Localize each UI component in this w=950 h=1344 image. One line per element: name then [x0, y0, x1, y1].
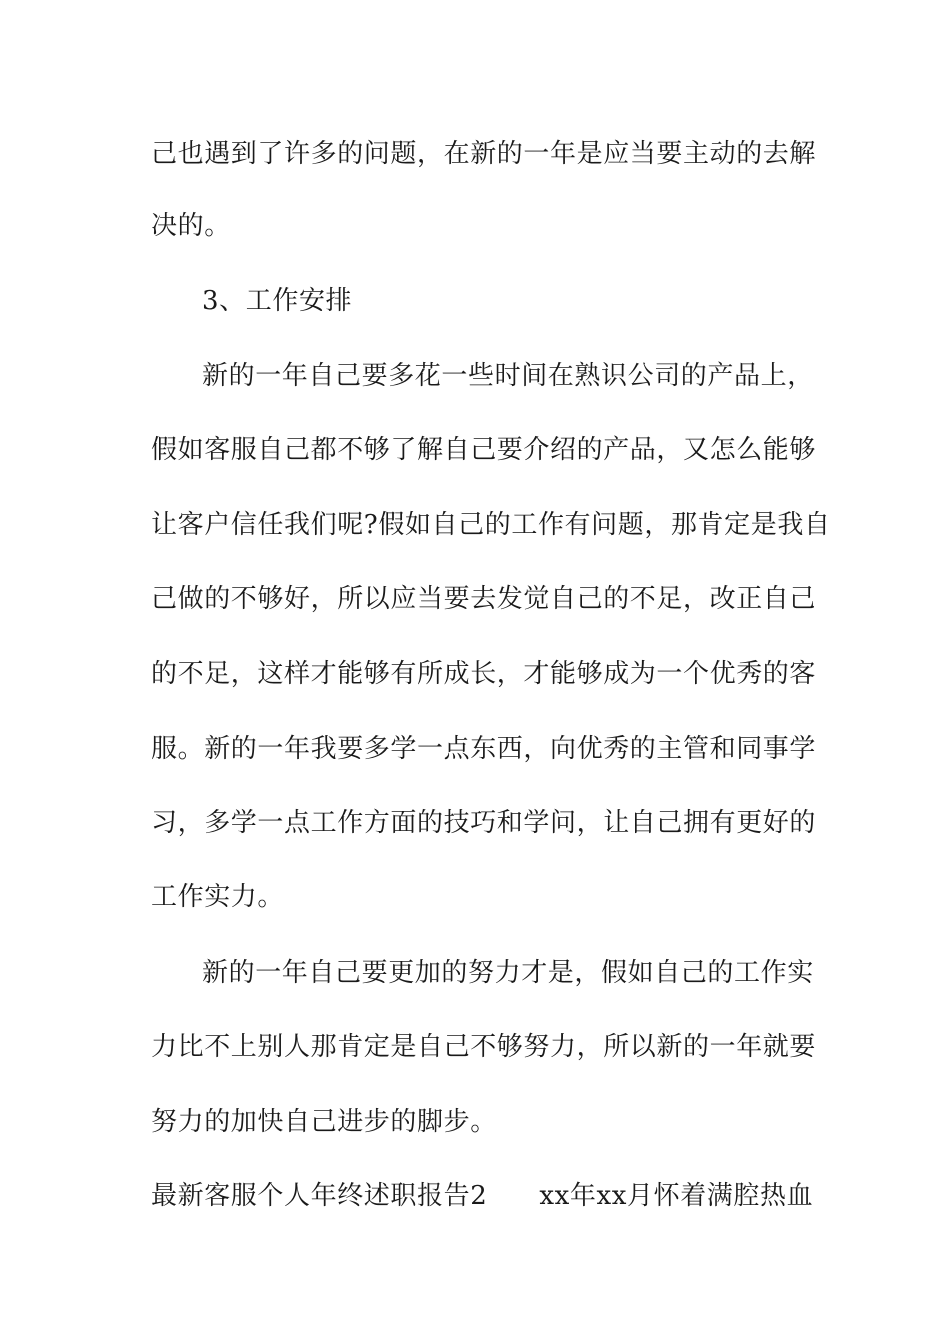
paragraph-3-line-1: 新的一年自己要更加的努力才是，假如自己的工作实: [202, 958, 814, 988]
paragraph-2-line-1: 新的一年自己要多花一些时间在熟识公司的产品上，: [202, 361, 814, 391]
paragraph-3-line-3: 努力的加快自己进步的脚步。: [151, 1107, 497, 1137]
next-report-title: 最新客服个人年终述职报告2: [151, 1181, 488, 1211]
paragraph-2-line-8: 工作实力。: [151, 882, 285, 912]
paragraph-2-line-7: 习，多学一点工作方面的技巧和学问，让自己拥有更好的: [151, 808, 817, 838]
section-heading: 3、工作安排: [202, 286, 353, 316]
paragraph-1-line-2: 决的。: [151, 211, 231, 241]
paragraph-1-line-1: 己也遇到了许多的问题，在新的一年是应当要主动的去解: [151, 139, 817, 169]
next-report-heading-row: [151, 1176, 814, 1216]
paragraph-2-line-4: 己做的不够好，所以应当要去发觉自己的不足，改正自己: [151, 584, 817, 614]
paragraph-2-line-5: 的不足，这样才能够有所成长，才能够成为一个优秀的客: [151, 659, 817, 689]
paragraph-2-line-2: 假如客服自己都不够了解自己要介绍的产品，又怎么能够: [151, 435, 817, 465]
paragraph-2-line-6: 服。新的一年我要多学一点东西，向优秀的主管和同事学: [151, 734, 817, 764]
next-report-opening: xx年xx月怀着满腔热血: [539, 1181, 814, 1211]
paragraph-3-line-2: 力比不上别人那肯定是自己不够努力，所以新的一年就要: [151, 1032, 817, 1062]
paragraph-2-line-3: 让客户信任我们呢?假如自己的工作有问题，那肯定是我自: [151, 510, 831, 540]
